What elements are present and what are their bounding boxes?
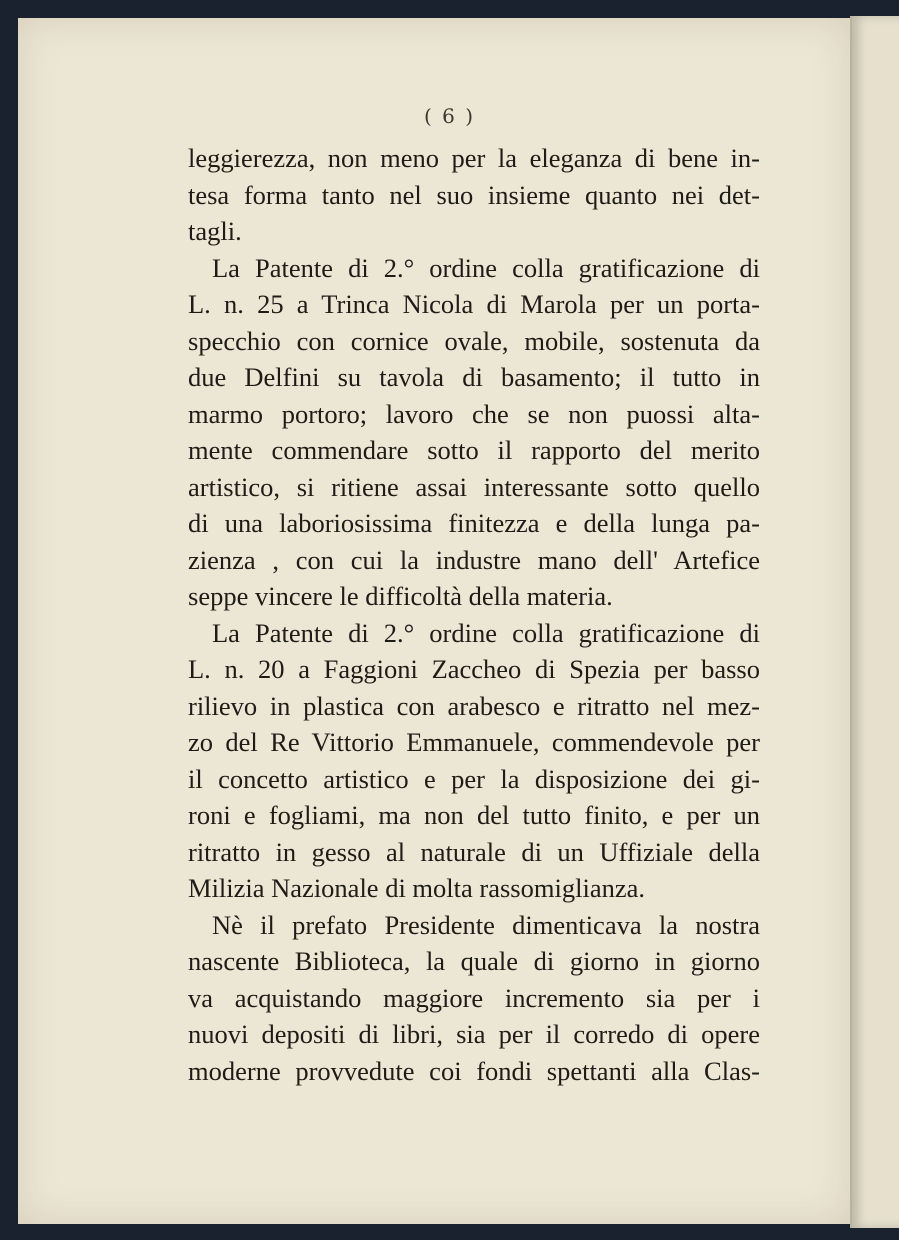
facing-page-edge [850, 16, 899, 1228]
text-line: marmo portoro; lavoro che se non puossi alta- [188, 398, 760, 429]
text-line: nascente Biblioteca, la quale di giorno in giorno [188, 946, 760, 976]
text-line: tesa forma tanto nel suo insieme quanto nei det- [188, 179, 760, 210]
paragraph-start-line: La Patente di 2.° ordine colla gratificazione di [212, 252, 760, 283]
text-line: zo del Re Vittorio Emmanuele, commendevole per [188, 727, 760, 757]
text-line: tagli. [188, 216, 242, 246]
text-line: zienza , con cui la industre mano dell' Artefice [188, 544, 760, 575]
text-line: nuovi depositi di libri, sia per il corredo di opere [188, 1019, 760, 1049]
body-text [188, 140, 760, 1089]
paragraph-start-line: Nè il prefato Presidente dimenticava la nostra [212, 909, 760, 940]
text-line: L. n. 25 a Trinca Nicola di Marola per un porta- [188, 289, 760, 319]
text-line: di una laboriosissima finitezza e della lunga pa- [188, 508, 760, 538]
text-line: il concetto artistico e per la disposizione dei gi- [188, 763, 760, 794]
text-line: rilievo in plastica con arabesco e ritratto nel mez- [188, 690, 760, 721]
text-line: due Delfini su tavola di basamento; il tutto in [188, 362, 760, 392]
text-line: Milizia Nazionale di molta rassomiglianza. [188, 873, 645, 903]
text-line: ritratto in gesso al naturale di un Uffiziale della [188, 836, 760, 867]
text-line: roni e fogliami, ma non del tutto finito, e per un [188, 800, 760, 830]
text-line: seppe vincere le difficoltà della materia. [188, 581, 613, 611]
text-line: mente commendare sotto il rapporto del merito [188, 435, 760, 465]
page-number: ( 6 ) [423, 104, 476, 128]
text-line: L. n. 20 a Faggioni Zaccheo di Spezia per basso [188, 654, 760, 684]
text-line: va acquistando maggiore incremento sia per i [188, 982, 760, 1013]
text-line: moderne provvedute coi fondi spettanti alla Clas- [188, 1055, 760, 1086]
text-line: leggierezza, non meno per la eleganza di bene in- [188, 143, 760, 173]
text-line: artistico, si ritiene assai interessante sotto quello [188, 471, 760, 502]
text-line: specchio con cornice ovale, mobile, sostenuta da [188, 325, 760, 356]
paragraph-start-line: La Patente di 2.° ordine colla gratificazione di [212, 617, 760, 648]
